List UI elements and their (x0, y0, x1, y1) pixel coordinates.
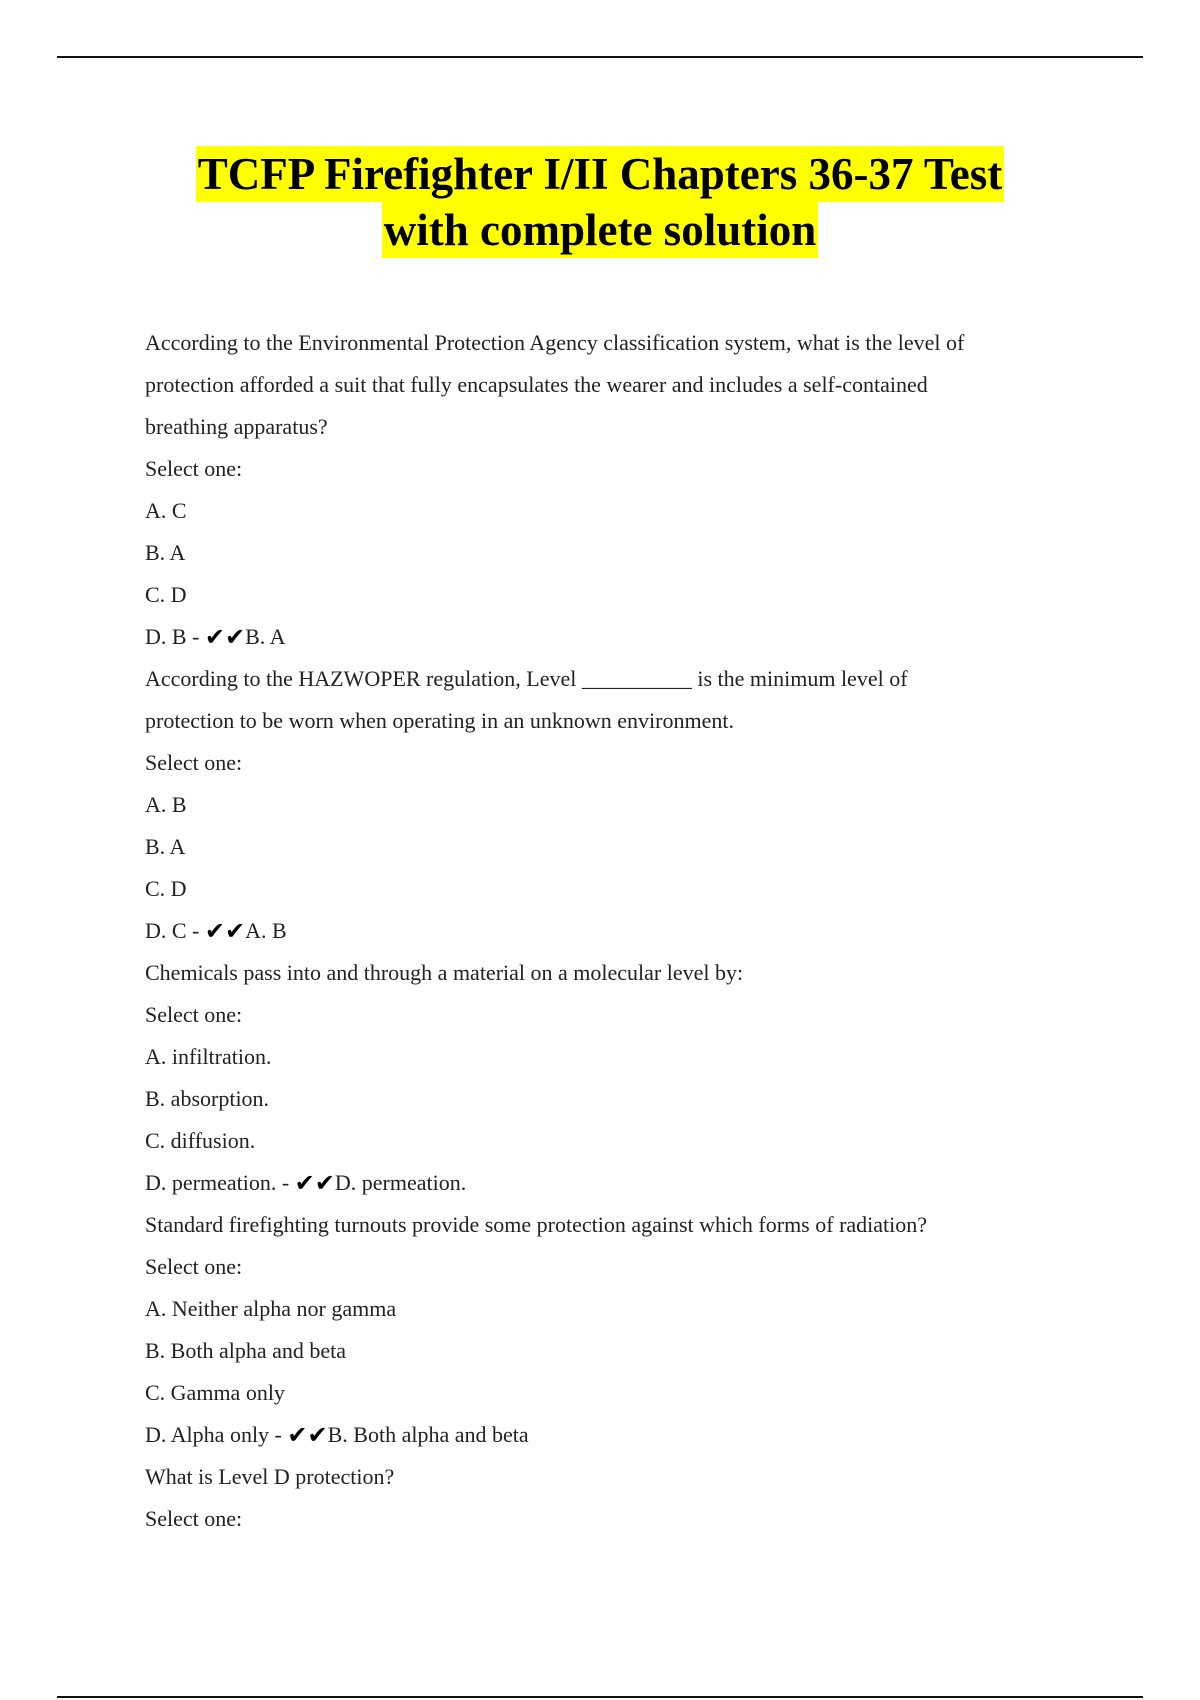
question-text: breathing apparatus? (145, 414, 328, 439)
correct-answer: D. permeation. (334, 1170, 467, 1195)
question-list (145, 322, 1065, 1540)
option-d: D. C - (145, 918, 200, 943)
check-mark-icon: ✔✔ (204, 917, 246, 945)
select-one-label: Select one: (145, 750, 243, 775)
check-mark-icon: ✔✔ (287, 1421, 328, 1449)
select-one-label: Select one: (145, 456, 243, 481)
select-one-label: Select one: (145, 1506, 243, 1531)
select-one-label: Select one: (145, 1002, 243, 1027)
option-a: A. C (145, 498, 187, 523)
question-2 (145, 658, 1065, 952)
question-1 (145, 322, 1065, 658)
correct-answer: B. A (245, 624, 286, 649)
option-d-with-answer (145, 1162, 1065, 1204)
correct-answer: A. B (245, 918, 287, 943)
option-b: B. A (145, 540, 186, 565)
option-d: D. Alpha only - (145, 1422, 282, 1447)
option-b: B. Both alpha and beta (145, 1338, 347, 1363)
question-text: Chemicals pass into and through a material on a molecular level by: (145, 960, 744, 985)
title-line-2: with complete solution (382, 202, 819, 258)
question-4 (145, 1204, 1065, 1456)
question-text: According to the HAZWOPER regulation, Level __________ is the minimum level of (145, 666, 908, 691)
select-one-label: Select one: (145, 1254, 243, 1279)
check-mark-icon: ✔✔ (204, 623, 246, 651)
option-a: A. infiltration. (145, 1044, 272, 1069)
option-b: B. A (145, 834, 186, 859)
option-a: A. Neither alpha nor gamma (145, 1296, 397, 1321)
question-text: Standard firefighting turnouts provide some protection against which forms of radiation? (145, 1212, 928, 1237)
correct-answer: B. Both alpha and beta (327, 1422, 529, 1447)
option-b: B. absorption. (145, 1086, 270, 1111)
option-d-with-answer (145, 1414, 1065, 1456)
question-text: protection afforded a suit that fully encapsulates the wearer and includes a self-contained (145, 372, 928, 397)
question-5 (145, 1456, 1065, 1540)
top-rule (57, 56, 1143, 58)
option-d-with-answer (145, 910, 1065, 952)
option-c: C. D (145, 876, 187, 901)
option-c: C. diffusion. (145, 1128, 256, 1153)
option-d: D. B - (145, 624, 200, 649)
option-a: A. B (145, 792, 187, 817)
document-title (0, 146, 1200, 258)
option-d-with-answer (145, 616, 1065, 658)
bottom-rule (57, 1696, 1143, 1698)
question-3 (145, 952, 1065, 1204)
option-d: D. permeation. - (145, 1170, 290, 1195)
option-c: C. Gamma only (145, 1380, 285, 1405)
title-line-1: TCFP Firefighter I/II Chapters 36-37 Test (196, 146, 1005, 202)
option-c: C. D (145, 582, 187, 607)
question-text: protection to be worn when operating in an unknown environment. (145, 708, 734, 733)
question-text: What is Level D protection? (145, 1464, 395, 1489)
question-text: According to the Environmental Protection Agency classification system, what is the level of (145, 330, 965, 355)
check-mark-icon: ✔✔ (294, 1169, 335, 1197)
